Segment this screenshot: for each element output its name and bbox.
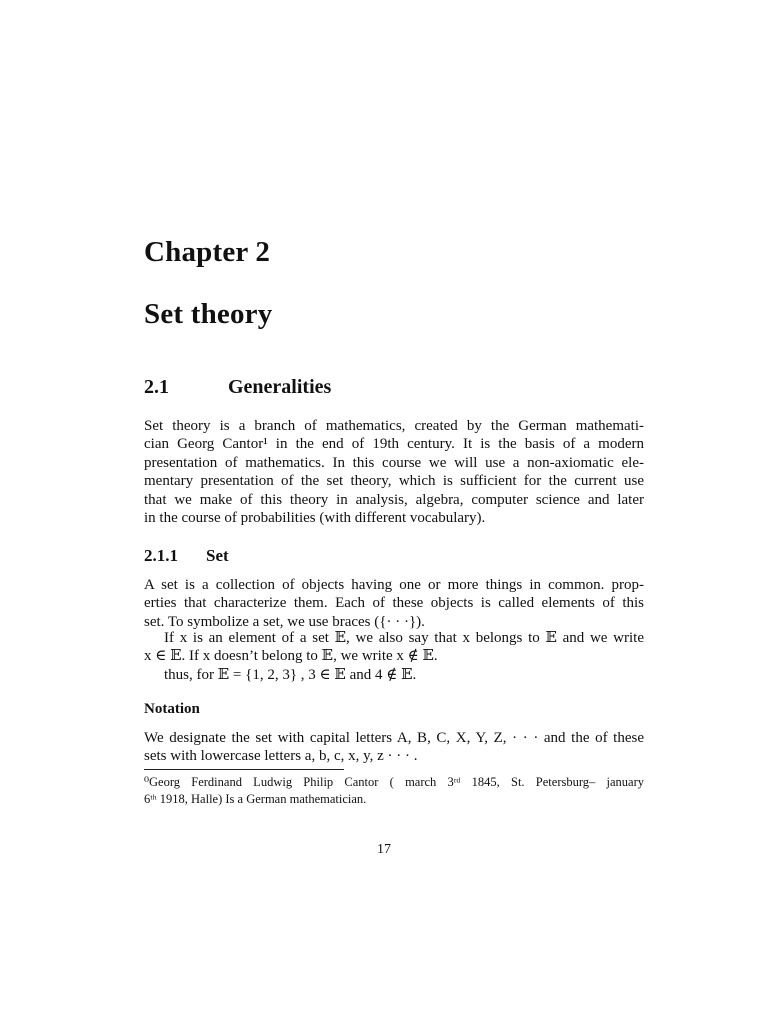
paragraph-line: Set theory is a branch of mathematics, created by the German mathemati- (144, 418, 644, 434)
paragraph-line: sets with lowercase letters a, b, c, x, y, z · · · . (144, 748, 418, 765)
paragraph-line: If x is an element of a set 𝔼, we also say that x belongs to 𝔼 and we write (164, 630, 644, 646)
footnote-line: ⁰Georg Ferdinand Ludwig Philip Cantor ( march 3ʳᵈ 1845, St. Petersburg– january (144, 775, 644, 789)
notation-paragraph (144, 729, 644, 766)
chapter-label: Chapter 2 (144, 236, 271, 268)
paragraph-line: thus, for 𝔼 = {1, 2, 3} , 3 ∈ 𝔼 and 4 ∉ 𝔼. (164, 666, 417, 683)
subsection-paragraph-1 (144, 576, 644, 631)
paragraph-line: A set is a collection of objects having one or more things in common. prop- (144, 577, 644, 593)
notation-heading: Notation (144, 701, 200, 717)
paragraph-line: in the course of probabilities (with different vocabulary). (144, 510, 486, 527)
subsection-heading (144, 546, 644, 566)
subsection-paragraph-2 (144, 629, 644, 684)
paragraph-line: set. To symbolize a set, we use braces ({· · ·}). (144, 613, 425, 630)
paragraph-line: We designate the set with capital letters A, B, C, X, Y, Z, · · · and the of these (144, 730, 644, 746)
section-title: Generalities (228, 376, 332, 398)
subsection-number: 2.1.1 (144, 546, 178, 565)
footnote-divider (144, 769, 344, 770)
subsection-title: Set (206, 546, 229, 565)
paragraph-line: that we make of this theory in analysis, algebra, computer science and later (144, 491, 644, 508)
section-heading (144, 376, 644, 399)
footnote-line: 6ᵗʰ 1918, Halle) Is a German mathematician. (144, 792, 367, 806)
page-number: 17 (377, 842, 391, 857)
section-paragraph (144, 417, 644, 527)
paragraph-line: cian Georg Cantor¹ in the end of 19th century. It is the basis of a modern (144, 436, 644, 453)
paragraph-line: erties that characterize them. Each of these objects is called elements of this (144, 595, 644, 612)
paragraph-line: x ∈ 𝔼. If x doesn’t belong to 𝔼, we write x ∉ 𝔼. (144, 648, 438, 665)
chapter-title: Set theory (144, 298, 273, 330)
footnote (144, 774, 644, 808)
section-number: 2.1 (144, 376, 169, 398)
paragraph-line: mentary presentation of the set theory, which is sufficient for the current use (144, 473, 644, 490)
paragraph-line: presentation of mathematics. In this course we will use a non-axiomatic ele- (144, 454, 644, 471)
